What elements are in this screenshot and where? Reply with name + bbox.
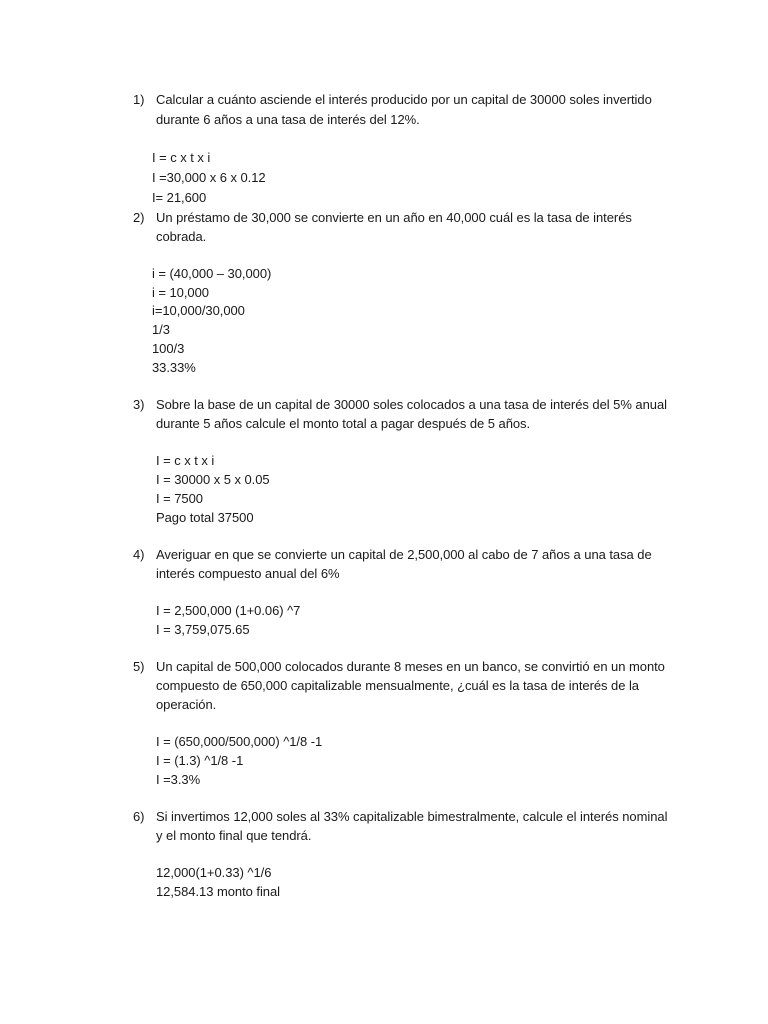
problem-5-solution-line-2: I = (1.3) ^1/8 -1	[156, 753, 244, 768]
problem-6-statement-line-1: Si invertimos 12,000 soles al 33% capitalizable bimestralmente, calcule el interés nominal	[156, 809, 668, 824]
problem-4-statement-line-2: interés compuesto anual del 6%	[156, 566, 340, 581]
problem-2-solution-line-6: 33.33%	[152, 360, 196, 375]
problem-2-solution-line-2: i = 10,000	[152, 285, 209, 300]
problem-1-statement-line-1: Calcular a cuánto asciende el interés producido por un capital de 30000 soles invertido	[156, 92, 652, 107]
problem-4-solution-line-2: I = 3,759,075.65	[156, 622, 250, 637]
problem-6-statement-line-2: y el monto final que tendrá.	[156, 828, 312, 843]
problem-6-solution-line-1: 12,000(1+0.33) ^1/6	[156, 865, 272, 880]
problem-1-solution-line-3: I= 21,600	[152, 190, 207, 205]
problem-6-solution-line-2: 12,584.13 monto final	[156, 884, 280, 899]
problem-1-statement-line-2: durante 6 años a una tasa de interés del 12%.	[156, 112, 420, 127]
problem-5-statement-line-1: Un capital de 500,000 colocados durante 8 meses en un banco, se convirtió en un monto	[156, 659, 665, 674]
problem-3-solution-line-1: I = c x t x i	[156, 453, 215, 468]
problem-5-number: 5)	[133, 659, 145, 674]
problem-2-statement-line-2: cobrada.	[156, 229, 207, 244]
problem-3-statement-line-2: durante 5 años calcule el monto total a pagar después de 5 años.	[156, 416, 531, 431]
problem-3-solution-line-3: I = 7500	[156, 491, 203, 506]
problem-5-statement-line-3: operación.	[156, 697, 217, 712]
problem-4-solution-line-1: I = 2,500,000 (1+0.06) ^7	[156, 603, 301, 618]
problem-4-statement-line-1: Averiguar en que se convierte un capital de 2,500,000 al cabo de 7 años a una tasa de	[156, 547, 652, 562]
problem-5-statement-line-2: compuesto de 650,000 capitalizable mensualmente, ¿cuál es la tasa de interés de la	[156, 678, 639, 693]
problem-3-solution-line-4: Pago total 37500	[156, 510, 254, 525]
problem-2-solution-line-1: i = (40,000 – 30,000)	[152, 266, 272, 281]
problem-2-solution-line-5: 100/3	[152, 341, 185, 356]
problem-6-number: 6)	[133, 809, 145, 824]
problem-2-number: 2)	[133, 210, 145, 225]
problem-3-number: 3)	[133, 397, 145, 412]
problem-2-statement-line-1: Un préstamo de 30,000 se convierte en un año en 40,000 cuál es la tasa de interés	[156, 210, 632, 225]
problem-3-statement-line-1: Sobre la base de un capital de 30000 soles colocados a una tasa de interés del 5% anual	[156, 397, 667, 412]
problem-2-solution-line-3: i=10,000/30,000	[152, 303, 245, 318]
problem-3-solution-line-2: I = 30000 x 5 x 0.05	[156, 472, 270, 487]
problem-1-solution-line-1: I = c x t x i	[152, 150, 211, 165]
problem-1-number: 1)	[133, 92, 145, 107]
problem-1-solution-line-2: I =30,000 x 6 x 0.12	[152, 170, 266, 185]
problem-4-number: 4)	[133, 547, 145, 562]
problem-2-solution-line-4: 1/3	[152, 322, 170, 337]
problem-5-solution-line-3: I =3.3%	[156, 772, 201, 787]
problem-5-solution-line-1: I = (650,000/500,000) ^1/8 -1	[156, 734, 323, 749]
